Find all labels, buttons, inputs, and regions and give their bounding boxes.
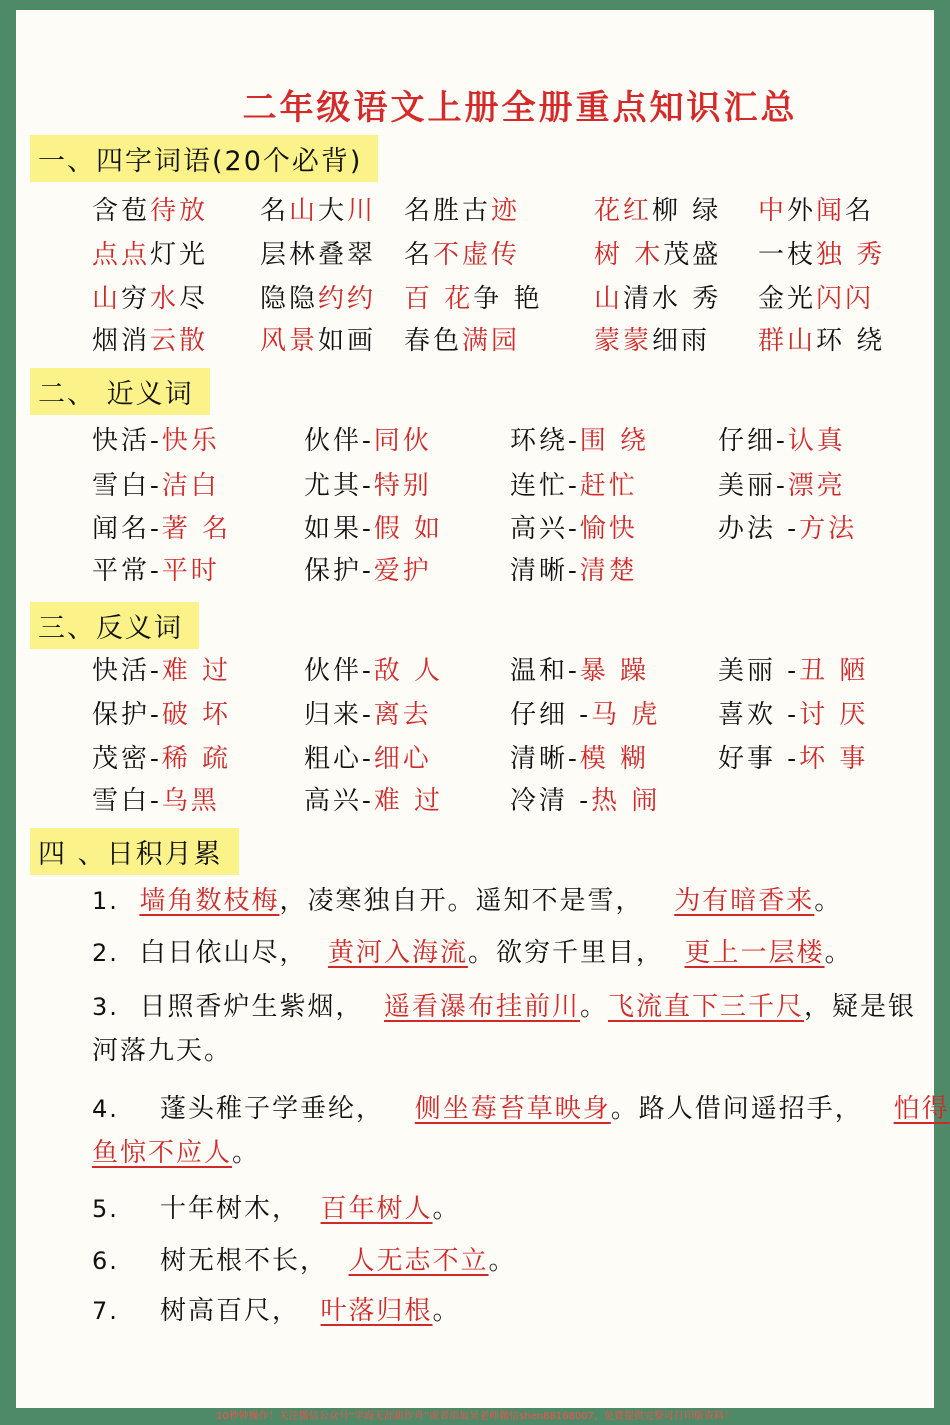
idiom-item: 烟消云散 [92,326,209,356]
synonym-pair: 快活-快乐 [92,426,220,456]
poem-line-4-continued: 鱼惊不应人。 [92,1138,261,1168]
synonym-pair: 高兴-愉快 [510,514,638,544]
idiom-item: 春色满园 [404,326,521,356]
page-title: 二年级语文上册全册重点知识汇总 [242,88,798,128]
poem-line-1: 1. 墙角数枝梅，凌寒独自开。遥知不是雪， 为有暗香来。 [92,886,843,916]
antonym-pair: 伙伴-敌 人 [304,656,444,686]
poem-line-5: 5. 十年树木， 百年树人。 [92,1194,461,1224]
section-heading-poems: 四 、日积月累 [30,828,239,875]
idiom-item: 金光闪闪 [758,284,875,314]
synonym-pair: 美丽-漂亮 [718,471,846,501]
idiom-item: 隐隐约约 [260,284,377,314]
synonym-pair: 清晰-清楚 [510,556,638,586]
synonym-pair: 雪白-洁白 [92,471,220,501]
idiom-item: 含苞待放 [92,196,209,226]
section-heading-antonyms: 三、反义词 [30,602,199,649]
idiom-item: 一枝独 秀 [758,240,886,270]
synonym-pair: 尤其-特别 [304,471,432,501]
synonym-pair: 伙伴-同伙 [304,426,432,456]
poem-line-2: 2. 白日依山尽， 黄河入海流。欲穷千里目， 更上一层楼。 [92,938,853,968]
antonym-pair: 茂密-稀 疏 [92,744,232,774]
antonym-pair: 冷清 -热 闹 [510,786,661,816]
idiom-item: 名不虚传 [404,240,521,270]
antonym-pair: 高兴-难 过 [304,786,444,816]
synonym-pair: 如果-假 如 [304,514,444,544]
antonym-pair: 雪白-乌黑 [92,786,220,816]
poem-line-3: 3. 日照香炉生紫烟， 遥看瀑布挂前川。飞流直下三千尺，疑是银 [92,992,917,1022]
footer-notice: 10秒钟操作！关注微信公众号“学海无涯甜作舟”或者添加吴老师微信shen88168007，免费提供完整可打印版资料！ [215,1411,735,1422]
idiom-item: 层林叠翠 [260,240,377,270]
antonym-pair: 喜欢 -讨 厌 [718,700,869,730]
poem-line-6: 6. 树无根不长， 人无志不立。 [92,1246,517,1276]
antonym-pair: 粗心-细心 [304,744,432,774]
poem-line-7: 7. 树高百尺， 叶落归根。 [92,1296,461,1326]
idiom-item: 风景如画 [260,326,377,356]
section-heading-idioms: 一、四字词语(20个必背) [30,135,378,182]
antonym-pair: 归来-离去 [304,700,432,730]
poem-line-4: 4. 蓬头稚子学垂纶， 侧坐莓苔草映身。路人借问遥招手， 怕得 [92,1094,950,1124]
idiom-item: 中外闻名 [758,196,875,226]
antonym-pair: 好事 -坏 事 [718,744,869,774]
idiom-item: 名胜古迹 [404,196,521,226]
synonym-pair: 连忙-赶忙 [510,471,638,501]
idiom-item: 花红柳 绿 [594,196,722,226]
idiom-item: 群山环 绕 [758,326,886,356]
idiom-item: 百 花争 艳 [404,284,543,314]
synonym-pair: 平常-平时 [92,556,220,586]
synonym-pair: 保护-爱护 [304,556,432,586]
idiom-item: 树 木茂盛 [594,240,722,270]
synonym-pair: 办法 -方法 [718,514,858,544]
antonym-pair: 仔细 -马 虎 [510,700,661,730]
idiom-item: 名山大川 [260,196,377,226]
antonym-pair: 清晰-模 糊 [510,744,650,774]
idiom-item: 点点灯光 [92,240,209,270]
synonym-pair: 仔细-认真 [718,426,846,456]
antonym-pair: 温和-暴 躁 [510,656,650,686]
idiom-item: 蒙蒙细雨 [594,326,711,356]
antonym-pair: 保护-破 坏 [92,700,232,730]
idiom-item: 山穷水尽 [92,284,209,314]
synonym-pair: 闻名-著 名 [92,514,232,544]
worksheet-page [16,10,950,1408]
poem-line-3-continued: 河落九天。 [92,1036,233,1066]
antonym-pair: 快活-难 过 [92,656,232,686]
idiom-item: 山清水 秀 [594,284,722,314]
antonym-pair: 美丽 -丑 陋 [718,656,869,686]
synonym-pair: 环绕-围 绕 [510,426,650,456]
section-heading-synonyms: 二、 近义词 [30,368,210,415]
